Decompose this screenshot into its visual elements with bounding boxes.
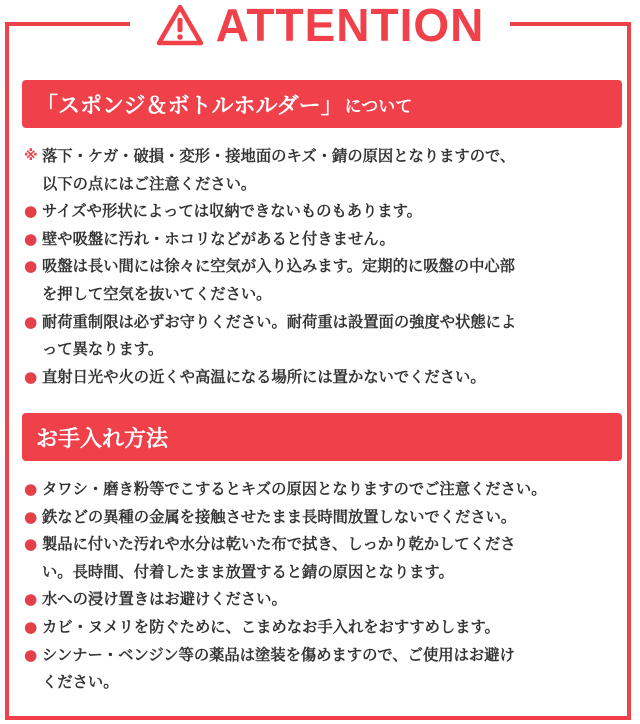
list-item-text: 鉄などの異種の金属を接触させたまま長時間放置しないでください。 xyxy=(42,507,517,526)
section-heading-holder xyxy=(22,80,622,128)
section-heading-main: お手入れ方法 xyxy=(36,426,169,452)
list-item-text: カビ・ヌメリを防ぐために、こまめなお手入れをおすすめします。 xyxy=(42,617,500,636)
list-item-text: 水への浸け置きはお避けください。 xyxy=(42,590,287,609)
page-title: ATTENTION xyxy=(215,0,485,51)
list-item xyxy=(24,198,624,226)
bullet-marker: ● xyxy=(24,257,38,276)
section-heading-main: 「スポンジ＆ボトルホルダー」 xyxy=(36,93,343,119)
attention-title-group xyxy=(130,0,511,50)
list-item xyxy=(24,586,624,614)
list-item xyxy=(24,226,624,254)
bullet-marker: ● xyxy=(24,229,38,248)
warning-triangle-icon xyxy=(156,4,204,46)
list-item xyxy=(24,504,624,532)
list-item-text: 直射日光や火の近くや高温になる場所には置かないでください。 xyxy=(42,367,486,386)
bullet-marker: ● xyxy=(24,645,38,664)
list-item xyxy=(24,253,624,308)
care-list xyxy=(24,476,624,697)
list-item xyxy=(24,614,624,642)
section-heading-care xyxy=(22,413,622,461)
bullet-marker: ● xyxy=(24,617,38,636)
list-item xyxy=(24,143,624,198)
list-item xyxy=(24,531,624,586)
list-item-text: サイズや形状によっては収納できないものもあります。 xyxy=(42,202,422,221)
list-item-text: 耐荷重制限は必ずお守りください。耐荷重は設置面の強度や状態によ って異なります。 xyxy=(42,312,517,359)
list-item xyxy=(24,642,624,697)
caution-list xyxy=(24,143,624,391)
bullet-marker: ● xyxy=(24,535,38,554)
note-marker: ※ xyxy=(24,148,38,164)
bullet-marker: ● xyxy=(24,312,38,331)
list-item xyxy=(24,476,624,504)
list-item xyxy=(24,364,624,392)
list-item-text: 落下・ケガ・破損・変形・接地面のキズ・錆の原因となりますので、 以下の点にはご注意ください。 xyxy=(42,147,516,193)
bullet-marker: ● xyxy=(24,480,38,498)
list-item-text: 吸盤は長い間には徐々に空気が入り込みます。定期的に吸盤の中心部 を押して空気を抜いてください。 xyxy=(42,257,515,303)
list-item-text: シンナー・ベンジン等の薬品は塗装を傷めますので、ご使用はお避け ください。 xyxy=(42,645,515,692)
attention-header xyxy=(0,0,640,50)
bullet-marker: ● xyxy=(24,202,38,221)
list-item-text: 製品に付いた汚れや水分は乾いた布で拭き、しっかり乾かしてくださ い。長時間、付着したまま放置すると錆の原因となります。 xyxy=(42,535,516,581)
list-item xyxy=(24,309,624,364)
bullet-marker: ● xyxy=(24,367,38,386)
list-item-text: 壁や吸盤に汚れ・ホコリなどがあると付きません。 xyxy=(42,229,395,248)
section-heading-suffix: について xyxy=(344,96,413,117)
list-item-text: タワシ・磨き粉等でこするとキズの原因となりますのでご注意ください。 xyxy=(42,480,547,498)
bullet-marker: ● xyxy=(24,507,38,526)
bullet-marker: ● xyxy=(24,590,38,609)
